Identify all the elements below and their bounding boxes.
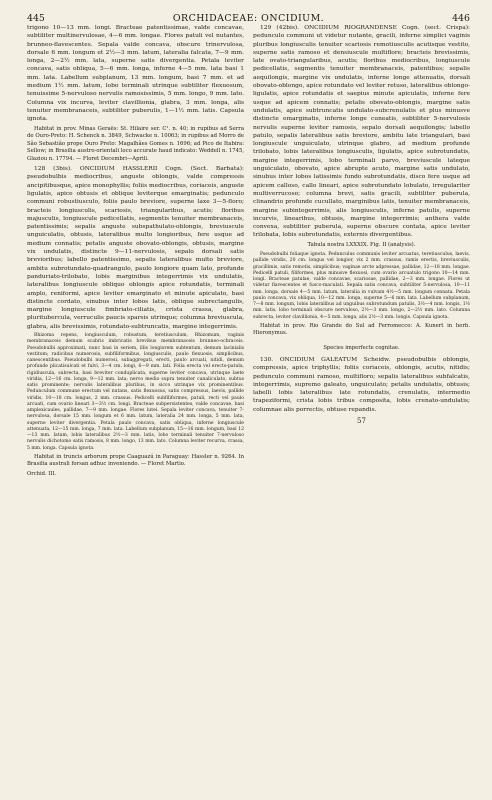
species-description-riograndense: Pseudobulbi foliaque ignota. Pedunculus communis leviter arcuatus, teretiusculus, laevis, pallide viridis, 20 cm. longus vel longior, vix 2 mm. crassus, ramis erectis, breviusculis, gracillimis, satis remotis, simplicibus; vaginae arcte adpressae, pallidae, 12—18 mm. longae. Pedicelli patuli, filiformes, plus minusve flexuosi, cum ovario arcuatulo trigono 10—14 mm. longi. Bracteae patulae, valde concavae, scariosae, pallidae, 2—3 mm. longae. Flores ut videtur flavescentes et fusco-maculati. Sepala satis concava, subtiliter 5-nervulosa, 10—11 mm. longa, dorsale 4—5 mm. latum, lateralia in vulvam 4½—5 mm. longum connata. Petala paulo concava, vix obliqua, 10—12 mm. longa, superne 5—6 mm. lata. Labellum subplanum, 7—8 mm. longum, lobis lateralibus ad unguibus subrotundum patulis, 3½—4 mm. longis, 1½ mm. latis, lobo terminali obscure nervuloso, 2½—3 mm. longo, 2—2½ mm. lato. Columna subrecta, leviter clavillionia, 4—5 mm. longa, alis 2½—3 mm. longis. Capsula ignota.: [253, 252, 470, 320]
species-diagnosis-hasslerii: 128 (3bis). ONCIDIUM HASSLERII Cogn. (Sect. Barbata): pseudobulbis mediocribus, anguste oblongis, valde compressis ancipitibusque, apice monophyllis; foliis mediocribus, coriaceis, anguste ligulatis, apice obtusis et oblique leviterque emarginatis; pedunculo communi robustiusculo, foliis paulo breviore, superne laxe 3—5-floro; bracteis longiusculis, scariosis, triangularibus, acutis; floribus majusculis, longiuscule pedicellatis, segmentis tenuiter membranaceis, patentissimis; sepalis anguste subspathulato-oblongis, breviuscule unguiculatis, obtusis, lateralibus multo longioribus, fere usque ad medium connatis; petalis anguste obovato-oblongis, obtusis, margine vix undulatis, distincte 9—11-nervulosis, sepalo dorsali satis brevioribus; labello patentissimo, sepalis lateralibus multo breviore, ambitu subrotundato-quadrangulo, paulo longiore quam lato, profunde panduriato-trilobato, lobis marginibus integerrimis vix undulatis, lateralibus longiuscule obliquo oblongis apice rotundatis, terminali amplo, reniformi, apice leviter emarginato et minute apiculato, basi distincte cordato, sinubus inter lobos latis, oblique subrectangulis, margine longiuscule fimbriato-ciliatis, crista crassa, glabra, pluritubercula, verruculis paucis sparsis utrinque; columna breviuscula, glabra, alis brevissimis, rotundato-subtruncatis, margine integerrimis.: [27, 166, 244, 330]
left-page-number: 445: [27, 13, 45, 24]
section-heading: Species imperfecte cognitae.: [323, 344, 400, 351]
plate-reference: Tabula nostra LXXXIX. Fig. II (analysis).: [307, 241, 416, 248]
species-diagnosis-riograndense: 129 (42bis). ONCIDIUM RIOGRANDENSE Cogn. (sect. Crispa): pedunculo communi ut videtur nutante, gracili, inferne simplici vaginis pluribus longiusculis tenuiter scariosis remotiusculis acutisque vestito, superne satis ramoso et densiuscule multiflore; bracteis brevissimis, late ovato-triangularibus, acutis; floribus mediocribus, longiuscule pedicellatis, segmentis tenuiter membranaceis, patentibus; sepalis aequilongis, margine vix undulatis, inferne longe attenuatis, dorsali obovato-oblongo, apice rotundato vel leviter retuso, lateralibus oblongo-ligulatis, apice rotundatis et saepius minute apiculatis, inferne fere usque ad apicem connatis; petalis obovato-oblongis, margine satis undulatis, apice subtruncatis undulato-subcrenulatis et plus minusve distincte emarginatis, inferne longe cuneatis, subtiliter 5-nervulosis nervulis superne leviter ramosis, sepalo dorsali aequilongis; labello patulo, sepalis lateralibus satis breviore, ambitu late triangulari, basi longiuscule unguiculato, utrinque glabro, ad medium profunde trilobato, lobis lateralibus longiusculis, ligulatis, apice subrotundatis, margine integerrimis, lobo terminali parvo, breviuscule lateque unguiculato, obovato, apice abrupte acuto, margine satis undulato, sinubus inter lobos latissimis fundo subrotundatis, disco fere usque ad apicem calloso, callo lineari, apice subrotundato lobulato, irregulariter multiverrucoso; columna brevi, satis gracili, subtiliter puberula, clinandrio profunde cucullato, marginibus latis, tenuiter membranaceis, margine subintegerrimis, alis longiusculis, inferne patulis, superne incurvis, linearibus, obtusis, margine integerrimis; anthera valde convexa, subtiliter puberula, superne obscure contata, apice leviter trilobata, lobis subrotundatis, externis divergentibus.: [253, 25, 470, 239]
running-title: ORCHIDACEAE: ONCIDIUM.: [172, 13, 325, 24]
habitat-note-riograndense: Habitat in prov. Rio Grande do Sul ad Ferromecco: A. Kunert in herb. Hieronymus.: [253, 322, 470, 337]
signature-mark: Orchid. III.: [27, 470, 57, 477]
species-description-hasslerii: Rhizoma repens, longiusculum, robustum, teretiusculum, Rhizomum, vaginis membranaceis demum scabris imbricatis brevibus membranaceis brunneo-ochraceis. Pseudobulbi approximati, nunc basi in seriem, illis longiorem subtentum, demum lacinialis vestitum; radicibus numerosis, subfiliformibus, longiusculis, paulo flexuosis, simplicibus, canescentibus. Pseudobulbi numerosi, subaggregati, erecti, paulo arcuati, nitidi, demum profunde plicatisulcati et fulvi, 3—4 cm. longi, 6—9 mm. lati. Folia erecta vel erecto-patula, rigidiuscula, subrecta, basi breviter conduplicata, superne leviter concava, utrinque laete viridia, 12—16 cm. longa, 9—12 mm. lata; nervo medio supra tenuiter canaliculato, subtus satis prominente; nervulis lateralibus pluribus, in sicco utrinque vix prominentibus. Pedunculum commune erectum vel nutans, satis flexuosus, satis compressus, laevis, pallide viridis, 10—18 cm. longus, 2 mm. crassus. Pedicelli subfiliformes, patuli, recti vel paulo arcuati, cum ovario lineari 3—3½ cm. longi. Bracteae subpersistentes, valde concavae, basi amplexicaules, pallidae, 7—9 mm. longae. Flores lutei. Sepala leviter concava, tenuiter 7-nervulosa, dorsale 15 mm. longum et 6 mm. latum, lateralia 24 mm. longa, 5 mm. lata, superne leviter divergentia. Petala paulo concava, satis obliqua, inferne longiuscule attenuata, 12—15 mm. longa, 7 mm. lata. Labellum subplanum, 15—16 mm. longum, basi 12—13 mm. latum, lobis lateralibus 2½—3 mm. latis, lobo terminali tenuiter 7-nervuloso nervulis dichotomo satis ramosis, 8 mm. longo, 13 mm. lato. Columna leviter recurva, crassa, 5 mm. longa. Capsula ignota.: [27, 333, 244, 451]
left-column: [27, 24, 244, 770]
running-header: [27, 0, 470, 24]
right-page-number: 446: [452, 13, 470, 24]
description-continued: trigono 10—13 mm. longi. Bracteae patentissimae, valde concavae, subtiliter multinervulosae, 4—6 mm. longae. Flores patuli vel nutantes, brunneo-flavescentes. Sepala valde concava, obscure trinervulosa, dorsale 6 mm. longum et 2½—3 mm. latum, lateralia falcata, 7—9 mm. longa, 2—2½ mm. lata, superne satis divergentia. Petala leviter concava, satis obliqua, 5—6 mm. longa, inferne 4—5 mm. lata basi 1 mm. lata. Labellum subplanum, 13 mm. longum, basi 7 mm. et ad medium 1½ mm. latum, lobo terminali utrinque subtiliter flexuosum, tenuissime 5-nervuloso nervulis ramosissimis, 5 mm. longo, 9 mm. lato. Columna vix incurva, leviter clavillionia, glabra, 3 mm. longa, alis tenuiter membranaceis, subtiliter puberulis, 1—1½ mm. latis. Capsula ignota.: [27, 25, 244, 123]
habitat-note: Habitat in prov. Minas Geraës: St. Hilaire ser. C¹. n. 40; in rupibus ad Serra de Ouro-Preto: H. Schenck n. 3849, Schwacke n. 10063; in rupibus ad Morro de São Sebastião prope Ouro Preto: Magalhães Gomes n. 1696; ad Pico de Itabira: Sellow; in Brasilia austro-orientali loco accurate haud indicato: Weddell n. 1745, Glaziou n. 17794. — Floret Decembri—Aprili.: [27, 125, 244, 162]
sheet-number: 57: [357, 417, 366, 426]
right-column: [253, 24, 470, 770]
two-column-body: [27, 24, 470, 770]
species-diagnosis-galeatum: 130. ONCIDIUM GALEATUM Scheidw. pseudobulbis oblongis, compressis, apice triphyllis; foliis coriaceis, oblongis, acutis, nitidis; pedunculo communi ramoso, multifloro; sepalis lateralibus subfalcatis, integerrimis, supremo galeato, unguiculato; petalis undulatis, obtusis; labelli lobis lateralibus late rotundatis, crenulatis, intermedio trapeziformi, crista lobis tribus composita, lobis crenato-undulatis; columnae alis porrectis, obtuse repandis.: [253, 356, 470, 413]
habitat-note-hasslerii: Habitat in truncis arborum prope Caaguazú in Paraguay: Hassler n. 9264. In Brasilia australi forsan adhuc inveniendo. — Floret Martio.: [27, 453, 244, 468]
